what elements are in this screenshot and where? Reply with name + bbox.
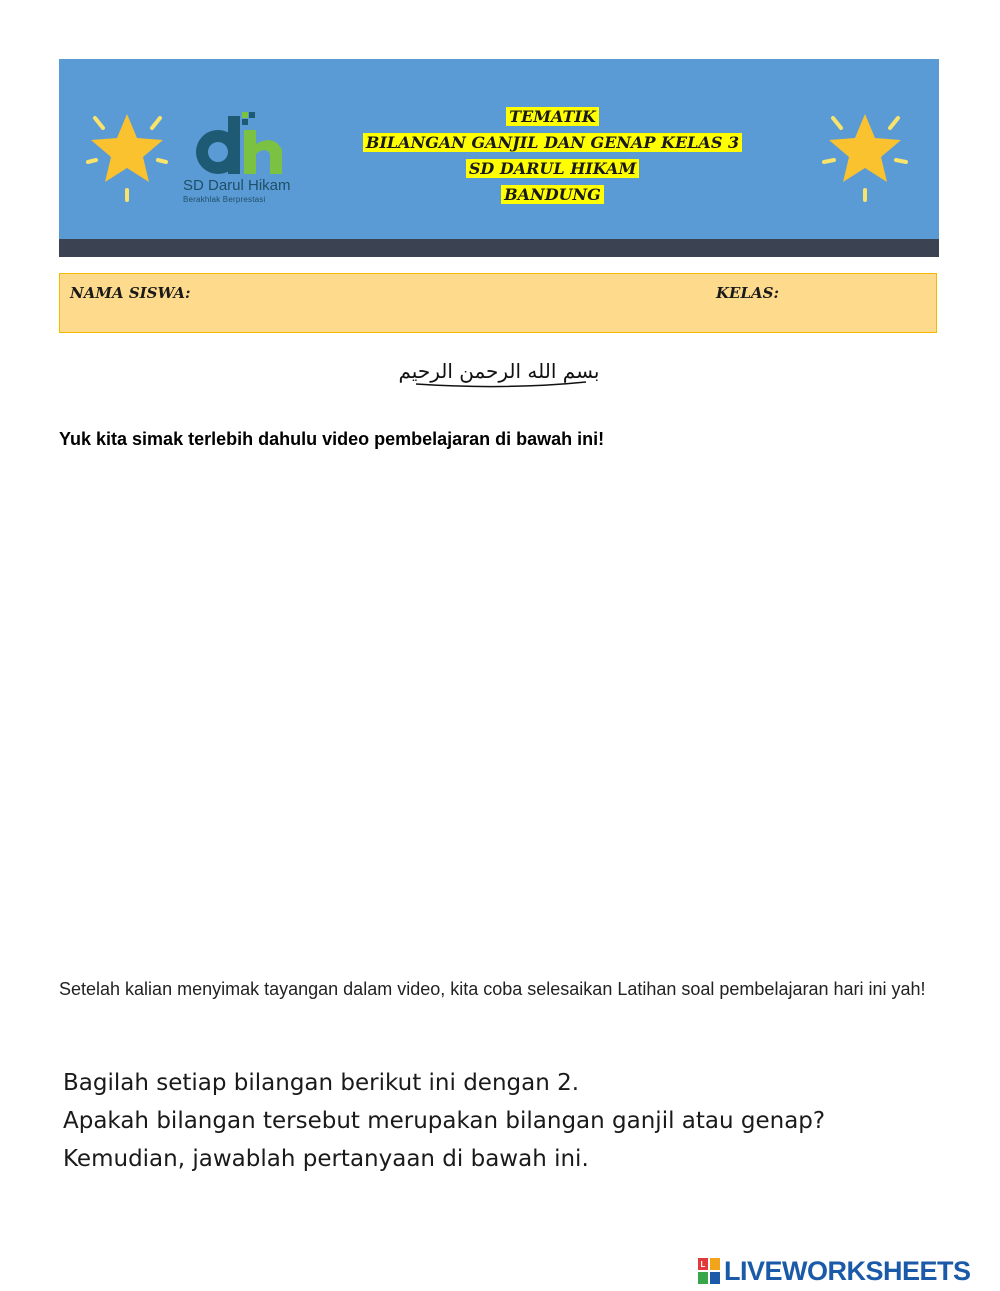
- worksheet-title: [300, 104, 805, 208]
- task-line: Apakah bilangan tersebut merupakan bilangan ganjil atau genap?: [63, 1108, 826, 1134]
- title-line: BILANGAN GANJIL DAN GENAP KELAS 3: [363, 133, 742, 152]
- icon-letter: L: [700, 1260, 706, 1269]
- logo-name: SD Darul Hikam: [183, 177, 291, 194]
- task-line: Kemudian, jawablah pertanyaan di bawah ini.: [63, 1146, 589, 1172]
- header-bar: [59, 239, 939, 257]
- exercise-intro: Setelah kalian menyimak tayangan dalam video, kita coba selesaikan Latihan soal pembelajaran hari ini yah!: [59, 979, 926, 999]
- liveworksheets-icon: [698, 1258, 720, 1284]
- title-line: TEMATIK: [506, 107, 599, 126]
- student-info-box: [59, 273, 937, 333]
- student-name-label: NAMA SISWA:: [70, 284, 191, 302]
- brand-name: LIVEWORKSHEETS: [724, 1255, 971, 1286]
- class-label: KELAS:: [716, 284, 780, 302]
- title-line: BANDUNG: [501, 185, 604, 204]
- task-instructions: [63, 1064, 943, 1178]
- star-icon: [86, 104, 168, 202]
- logo-tagline: Berakhlak Berprestasi: [183, 195, 266, 204]
- liveworksheets-logo: [698, 1256, 971, 1286]
- title-line: SD DARUL HIKAM: [466, 159, 639, 178]
- video-instruction: Yuk kita simak terlebih dahulu video pembelajaran di bawah ini!: [59, 429, 605, 449]
- video-placeholder: [59, 470, 939, 950]
- basmalah-text: بسم الله الرحمن الرحيم: [398, 359, 600, 383]
- basmalah-calligraphy: [396, 348, 602, 394]
- task-line: Bagilah setiap bilangan berikut ini dengan 2.: [63, 1070, 580, 1096]
- star-icon: [822, 104, 908, 202]
